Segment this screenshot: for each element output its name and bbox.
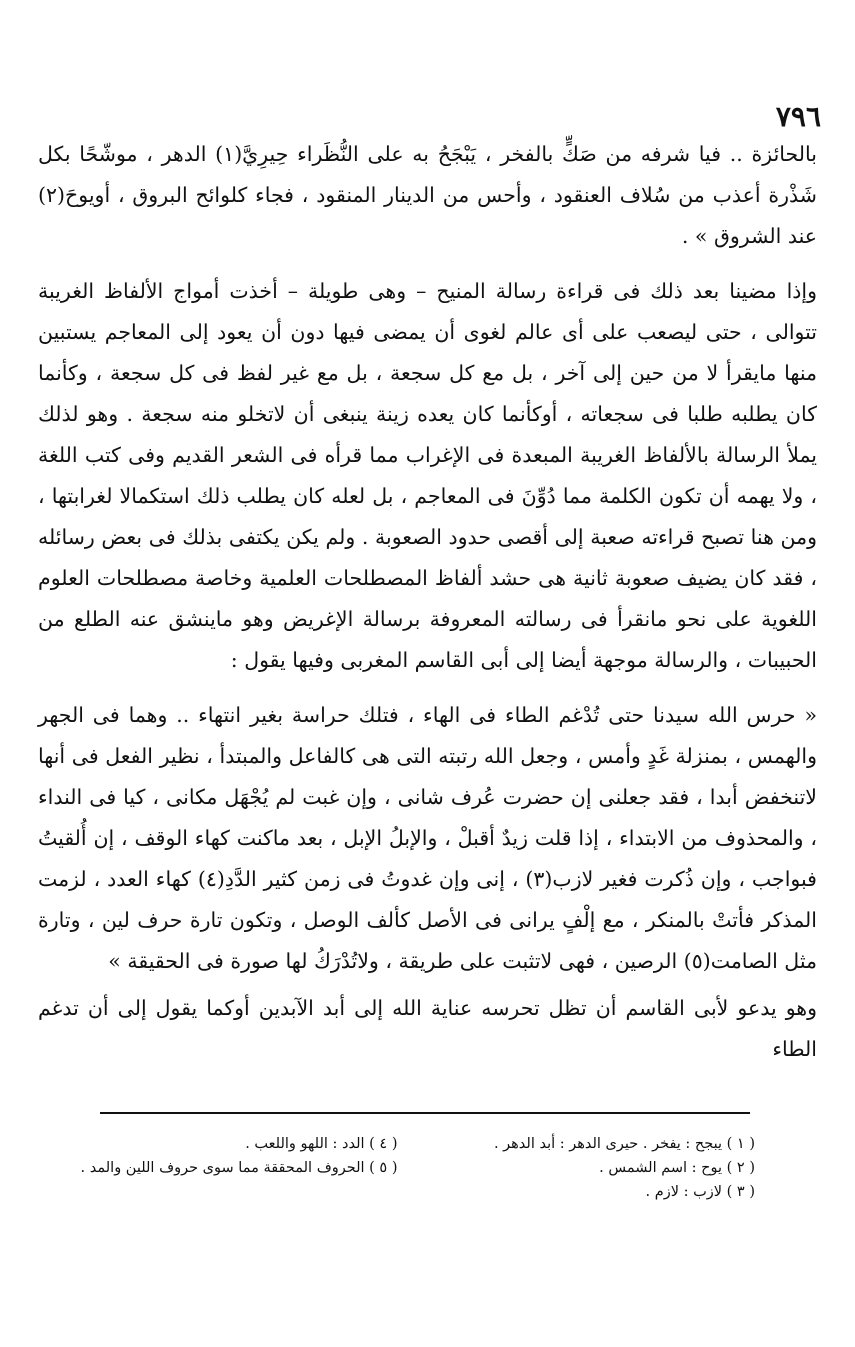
- footnote-2: ( ٢ ) يوح : اسم الشمس .: [599, 1160, 755, 1176]
- paragraph-1: بالحائزة .. فيا شرفه من صَكٍّ بالفخر ، يَبْجَحُ به على النُّظَراء حِيرِيَّ(١) الدهر ، موشّحًا بكل شَذْرة أعذب من سُلاف العنقود ، وأحس من الدينار المنقود ، فجاء كلوائح البروق ، أويوحَ(٢) عند الشروق » .: [38, 142, 817, 248]
- footnotes: [40, 1132, 755, 1204]
- footnote-4: ( ٤ ) الدد : اللهو واللعب .: [245, 1136, 398, 1152]
- body-text: [38, 134, 817, 1070]
- footnotes-left-column: [40, 1132, 398, 1204]
- page-number: ٧٩٦: [775, 100, 821, 133]
- footnotes-right-column: [398, 1132, 756, 1204]
- quotation-paragraph: « حرس الله سيدنا حتى تُدْغم الطاء فى الهاء ، فتلك حراسة بغير انتهاء .. وهما فى الجهر والهمس ، بمنزلة غَدٍ وأمس ، وجعل الله رتبته التى هى كالفاعل والمبتدأ ، نظير الفعل فى أنها لاتنخفض أبدا ، فقد جعلنى إن حضرت عُرف شانى ، وإن غبت لم يُجْهَل مكانى ، كيا فى النداء ، والمحذوف من الابتداء ، إذا قلت زيدٌ أقبلْ ، والإبلُ الإبل ، بعد ماكنت كهاء الوقف ، إن أُلقيتُ فبواجب ، وإن ذُكرت فغير لازب(٣) ، إنى وإن غدوتُ فى زمن كثير الدَّدِ(٤) كهاء العدد ، لزمت المذكر فأتتْ بالمنكر ، مع إلْفٍ يرانى فى الأصل كألف الوصل ، وتكون تارة حرف لين ، وتارة مثل الصامت(٥) الرصين ، فهى لاتثبت على طريقة ، ولاتُدْرَكُ لها صورة فى الحقيقة »: [38, 703, 817, 973]
- paragraph-2: وإذا مضينا بعد ذلك فى قراءة رسالة المنيح – وهى طويلة – أخذت أمواج الألفاظ الغريبة تتوالى ، حتى ليصعب على أى عالم لغوى أن يمضى فيها دون أن يعود إلى المعاجم يستبين منها مايقرأ لا من حين إلى آخر ، بل مع كل سجعة ، بل مع غير لفظ فى كل سجعة ، وكأنما كان يطلبه طلبا فى سجعاته ، أوكأنما كان يعده زينة ينبغى أن لاتخلو منه سجعة . وهو لذلك يملأ الرسالة بالألفاظ الغريبة المبعدة فى الإغراب مما قرأه فى الشعر القديم وفى كتب اللغة ، ولا يهمه أن تكون الكلمة مما دُوِّنَ فى المعاجم ، بل لعله كان يطلب ذلك استكمالا لغرابتها ، ومن هنا تصبح قراءته صعبة إلى أقصى حدود الصعوبة . ولم يكن يكتفى بذلك فى بعض رسائله ، فقد كان يضيف صعوبة ثانية هى حشد ألفاظ المصطلحات العلمية وخاصة مصطلحات العلوم اللغوية على نحو مانقرأ فى رسالته المعروفة برسالة الإغريض وهو ماينشق عنه الطلع من الحبيبات ، والرسالة موجهة أيضا إلى أبى القاسم المغربى وفيها يقول :: [38, 279, 817, 672]
- footnote-3: ( ٣ ) لازب : لازم .: [645, 1184, 755, 1200]
- footnote-5: ( ٥ ) الحروف المحققة مما سوى حروف اللين والمد .: [80, 1160, 398, 1176]
- paragraph-4: وهو يدعو لأبى القاسم أن تظل تحرسه عناية الله إلى أبد الآبدين أوكما يقول إلى أن تدغم الطاء: [38, 996, 817, 1061]
- footnote-1: ( ١ ) يبجح : يفخر . حيرى الدهر : أبد الدهر .: [493, 1136, 755, 1152]
- footnote-divider: [100, 1112, 750, 1114]
